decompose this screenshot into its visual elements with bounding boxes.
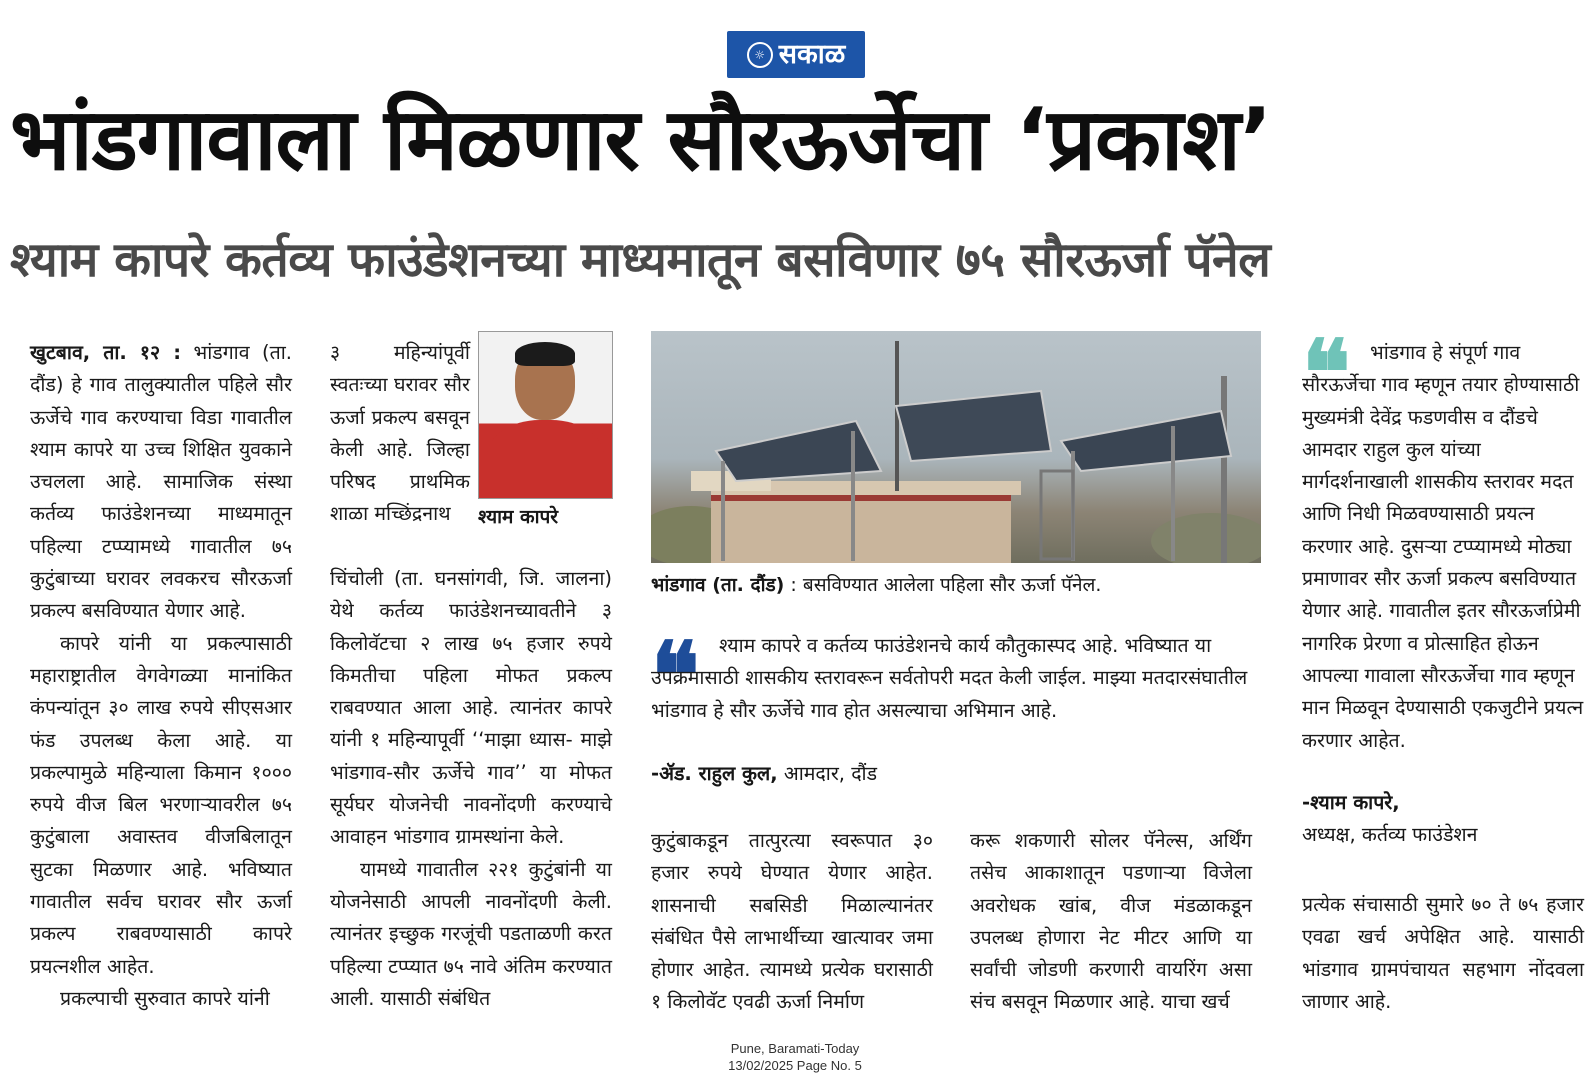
logo-seal-icon: ☼ [747,42,773,68]
column-2-paragraph-1: चिंचोली (ता. घनसांगवी, जि. जालना) येथे कर्तव्य फाउंडेशनच्यावतीने ३ किलोवॅटचा २ लाख ७५ हजार रुपये किमतीचा पहिला मोफत प्रकल्प राबवण्यात आला आहे. त्यानंतर कापरे यांनी १ महिन्यापूर्वी ‘‘माझा ध्यास- माझे भांडगाव-सौर ऊर्जेचे गाव’’ या मोफत सूर्यघर योजनेची नावनोंदणी करण्याचे आवाहन भांडगाव ग्रामस्थांना केले. [330,567,612,849]
quote-1-author: -ॲड. राहुल कुल, [651,762,778,785]
article-column-2-narrow [330,337,470,531]
column-3-paragraph: कुटुंबाकडून तात्पुरत्या स्वरूपात ३० हजार रुपये घेण्यात येणार आहेत. शासनाची सबसिडी मिळाल्यानंतर संबंधित पैसे लाभार्थीच्या खात्यावर जमा होणार आहेत. त्यामध्ये प्रत्येक घरासाठी १ किलोवॅट एवढी ऊर्जा निर्माण [651,829,933,1014]
masthead-name: सकाळ [778,39,846,70]
solar-panel-illustration [651,331,1261,563]
photo-caption [651,571,1101,597]
solar-panel-photo [651,331,1261,563]
column-2-narrow-text: ३ महिन्यांपूर्वी स्वतःच्या घरावर सौर ऊर्जा प्रकल्प बसवून केली आहे. जिल्हा परिषद प्राथमिक शाळा मच्छिंद्रनाथ [330,341,470,526]
quote-1-role: आमदार, दौंड [777,762,878,785]
quote-open-icon: ❝ [651,622,700,728]
article-column-1 [30,337,292,1015]
quote-2-attribution [1302,787,1584,852]
column-1-paragraph-3: प्रकल्पाची सुरुवात कापरे यांनी [60,986,270,1010]
article-column-4 [970,825,1252,1019]
column-1-paragraph-2: कापरे यांनी या प्रकल्पासाठी महाराष्ट्रातील वेगवेगळ्या मानांकित कंपन्यांतून ३० लाख रुपये सीएसआर फंड उपलब्ध केला आहे. या प्रकल्पामुळे महिन्याला किमान १००० रुपये वीज बिल भरणाऱ्यावरील ७५ कुटुंबाला अवास्तव वीजबिलातून सुटका मिळणार आहे. भविष्यात गावातील सर्वच घरावर सौर ऊर्जा प्रकल्प राबवण्यासाठी कापरे प्रयत्नशील आहेत. [30,631,292,978]
quote-2-role: अध्यक्ष, कर्तव्य फाउंडेशन [1302,823,1478,847]
article-column-2 [330,563,612,1015]
column-4-paragraph: करू शकणारी सोलर पॅनेल्स, अर्थिंग तसेच आकाशातून पडणाऱ्या विजेला अवरोधक खांब, वीज मंडळाकडून उपलब्ध होणारा नेट मीटर आणि या सर्वांची जोडणी करणारी वायरिंग असा संच बसवून मिळणार आहे. याचा खर्च [970,829,1252,1014]
quote-2-text: भांडगाव हे संपूर्ण गाव सौरऊर्जेचा गाव म्हणून तयार होण्यासाठी मुख्यमंत्री देवेंद्र फडणवीस व दौंडचे आमदार राहुल कुल यांच्या मार्गदर्शनाखाली शासकीय स्तरावर मदत आणि निधी मिळवण्यासाठी प्रयत्न करणार आहे. दुसऱ्या टप्प्यामध्ये मोठ्या प्रमाणावर सौर ऊर्जा प्रकल्प बसविण्यात येणार आहे. गावातील इतर सौरऊर्जाप्रेमी नागरिक प्रेरणा व प्रोत्साहित होऊन आपल्या गावाला सौरऊर्जेचा गाव म्हणून मान मिळवून देण्यासाठी एकजुटीने प्रयत्न करणार आहेत. [1302,341,1584,752]
subheadline: श्याम कापरे कर्तव्य फाउंडेशनच्या माध्यमातून बसविणार ७५ सौरऊर्जा पॅनेल [10,232,1271,288]
portrait-photo [478,331,613,499]
column-5-paragraph: प्रत्येक संचासाठी सुमारे ७० ते ७५ हजार एवढा खर्च अपेक्षित आहे. यासाठी भांडगाव ग्रामपंचायत सहभाग नोंदवला जाणार आहे. [1302,893,1584,1013]
quote-open-icon-2: ❝ [1302,320,1351,426]
headline: भांडगावाला मिळणार सौरऊर्जेचा ‘प्रकाश’ [10,90,1272,190]
footer-edition: Pune, Baramati-Today [730,1041,860,1056]
masthead-logo [727,31,865,78]
quote-1-text: श्याम कापरे व कर्तव्य फाउंडेशनचे कार्य कौतुकास्पद आहे. भविष्यात या उपक्रमासाठी शासकीय स्तरावरून सर्वतोपरी मदत केली जाईल. माझ्या मतदारसंघातील भांडगाव हे सौर ऊर्जेचे गाव होत असल्याचा अभिमान आहे. [651,634,1248,722]
portrait-caption: श्याम कापरे [478,506,559,528]
column-2-paragraph-2: यामध्ये गावातील २२१ कुटुंबांनी या योजनेसाठी आपली नावनोंदणी केली. त्यानंतर इच्छुक गरजूंची पडताळणी करत पहिल्या टप्प्यात ७५ नावे अंतिम करण्यात आली. यासाठी संबंधित [330,857,612,1010]
quote-1-attribution [651,758,877,790]
photo-caption-place: भांडगाव (ता. दौंड) [651,574,785,596]
dateline: खुटबाव, ता. १२ : [30,341,182,364]
article-column-3 [651,825,933,1019]
page-footer [700,1040,890,1074]
article-column-5 [1302,889,1584,1018]
quote-2-author: -श्याम कापरे, [1302,791,1400,814]
footer-date-page: 13/02/2025 Page No. 5 [728,1058,862,1073]
photo-caption-text: : बसविण्यात आलेला पहिला सौर ऊर्जा पॅनेल. [790,574,1102,596]
column-1-paragraph-1: भांडगाव (ता. दौंड) हे गाव तालुक्यातील पहिले सौर ऊर्जेचे गाव करण्याचा विडा गावातील श्याम कापरे या उच्च शिक्षित युवकाने उचलला आहे. सामाजिक संस्था कर्तव्य फाउंडेशनच्या माध्यमातून पहिल्या टप्प्यामध्ये गावातील ७५ कुटुंबाच्या घरावर लवकरच सौरऊर्जा प्रकल्प बसविण्यात येणार आहे. [30,341,292,623]
